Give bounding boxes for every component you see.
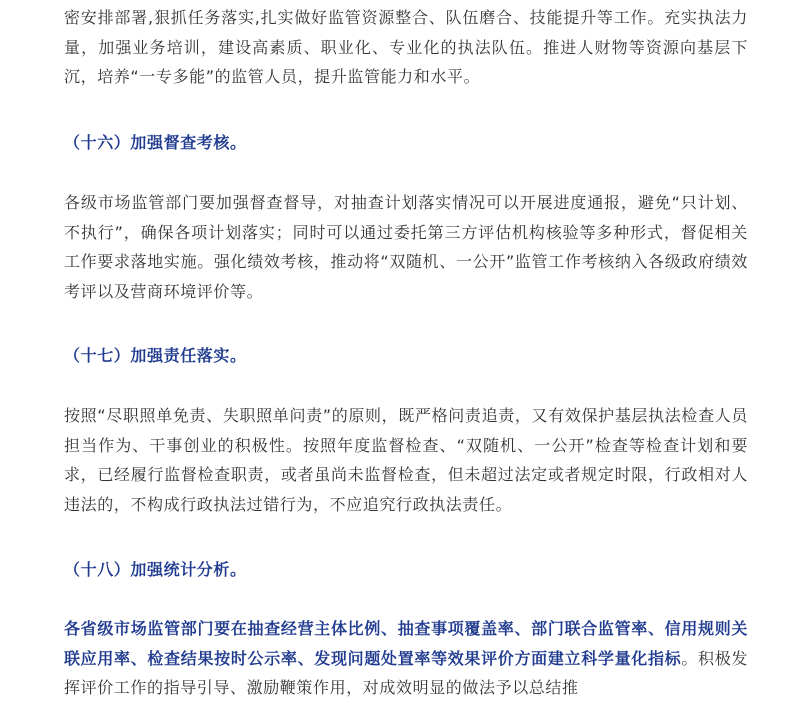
section-heading-16: （十六）加强督查考核。 (64, 133, 247, 152)
section-heading-18: （十八）加强统计分析。 (64, 560, 247, 579)
paragraph-section-17: 按照“尽职照单免责、失职照单问责”的原则，既严格问责追责，又有效保护基层执法检查人员担当作为、干事创业的积极性。按照年度监督检查、“双随机、一公开”检查等检查计划和要求，已经履行监督检查职责，或者虽尚未监督检查，但未超过法定或者规定时限，行政相对人违法的，不构成行政执法过错行为，不应追究行政执法责任。 (64, 406, 748, 514)
paragraph-section-18 (64, 614, 748, 703)
paragraph-section-16: 各级市场监管部门要加强督查督导，对抽查计划落实情况可以开展进度通报，避免“只计划、不执行”，确保各项计划落实；同时可以通过委托第三方评估机构核验等多种形式，督促相关工作要求落地实施。强化绩效考核，推动将“双随机、一公开”监管工作考核纳入各级政府绩效考评以及营商环境评价等。 (64, 193, 748, 301)
section-heading-17: （十七）加强责任落实。 (64, 346, 247, 365)
paragraph-intro: 密安排部署,狠抓任务落实,扎实做好监管资源整合、队伍磨合、技能提升等工作。充实执法力量，加强业务培训，建设高素质、职业化、专业化的执法队伍。推进人财物等资源向基层下沉，培养“一专多能”的监管人员，提升监管能力和水平。 (64, 8, 748, 86)
emphasized-text: 各省级市场监管部门要在抽查经营主体比例、抽查事项覆盖率、部门联合监管率、信用规则关联应用率、检查结果按时公示率、发现问题处置率等效果评价方面建立科学量化指标 (64, 619, 748, 668)
paragraph-continuation: 。积极发挥评价工作的指导引导、激励鞭策作用，对成效明显的做法予以总结推 (64, 648, 748, 697)
